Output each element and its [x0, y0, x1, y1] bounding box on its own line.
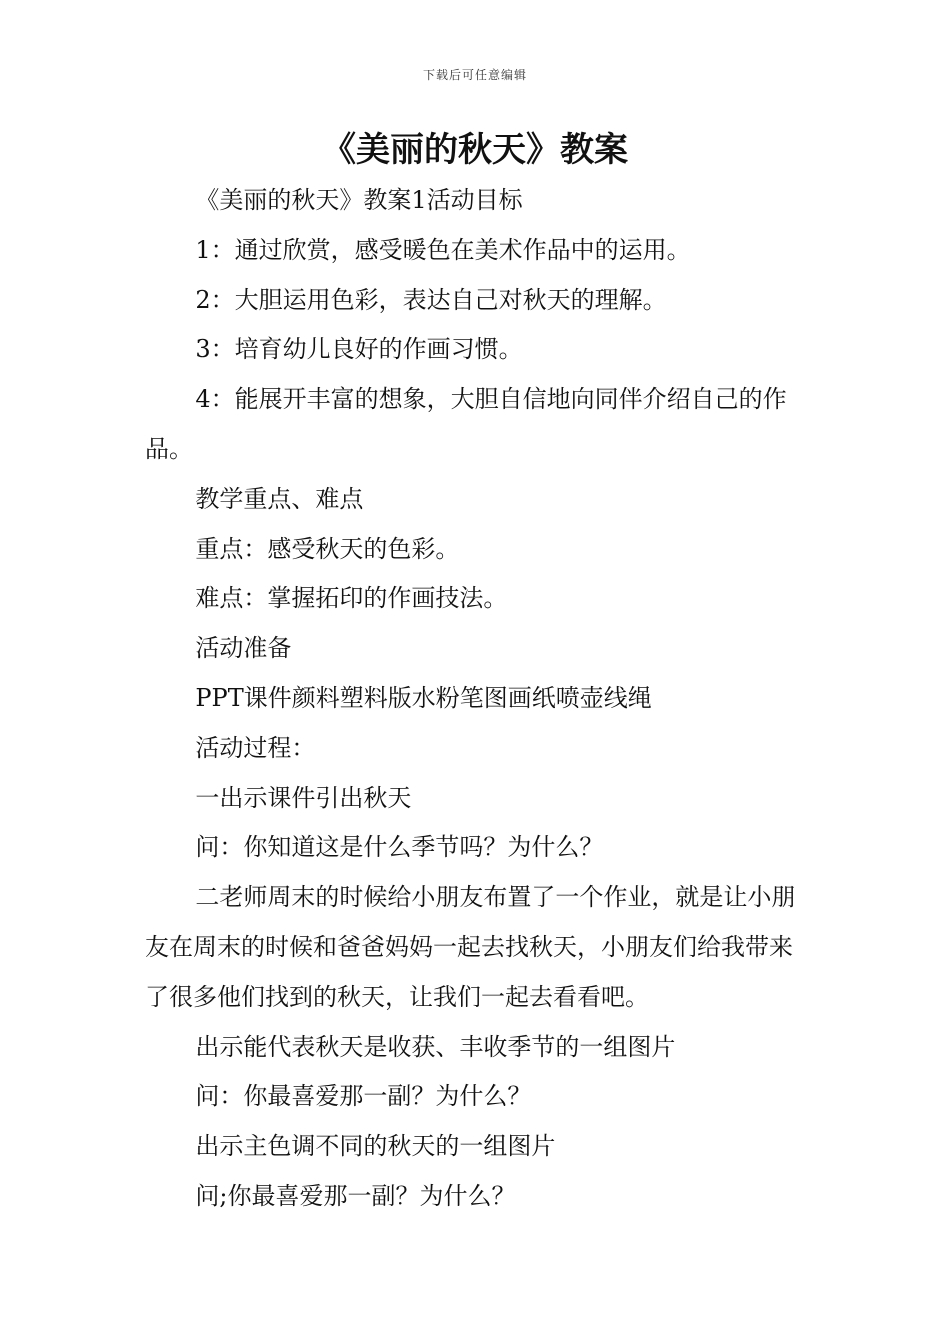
page-header-note: 下载后可任意编辑 — [422, 68, 527, 82]
paragraph-activity-goal: 《美丽的秋天》教案1活动目标 — [195, 186, 523, 214]
paragraph-difficulty: 难点：掌握拓印的作画技法。 — [195, 584, 508, 613]
paragraph-goal-3: 3：培育幼儿良好的作画习惯。 — [195, 335, 523, 364]
paragraph-question-1: 问：你知道这是什么季节吗？为什么？ — [195, 833, 604, 862]
paragraph-step-2: 二老师周末的时候给小朋友布置了一个作业，就是让小朋友在周末的时候和爸爸妈妈一起去找秋天，小朋友们给我带来了很多他们找到的秋天，让我们一起去看看吧。 — [145, 883, 796, 1011]
paragraph-goal-4: 4：能展开丰富的想象，大胆自信地向同伴介绍自己的作品。 — [145, 385, 787, 463]
paragraph-show-harvest: 出示能代表秋天是收获、丰收季节的一组图片 — [195, 1032, 676, 1061]
paragraph-preparation-heading: 活动准备 — [195, 634, 292, 663]
paragraph-step-1: 一出示课件引出秋天 — [195, 783, 412, 812]
paragraph-process-heading: 活动过程： — [195, 733, 316, 762]
paragraph-goal-2: 2：大胆运用色彩，表达自己对秋天的理解。 — [195, 285, 667, 314]
paragraph-materials: PPT课件颜料塑料版水粉笔图画纸喷壶线绳 — [195, 683, 652, 712]
paragraph-question-3: 问;你最喜爱那一副？为什么？ — [195, 1181, 516, 1210]
paragraph-key-point: 重点：感受秋天的色彩。 — [195, 534, 460, 563]
document-body — [145, 176, 810, 1222]
document-title: 《美丽的秋天》教案 — [322, 130, 628, 170]
paragraph-question-2: 问：你最喜爱那一副？为什么？ — [195, 1082, 532, 1111]
paragraph-key-points-heading: 教学重点、难点 — [195, 484, 364, 513]
paragraph-goal-1: 1：通过欣赏，感受暖色在美术作品中的运用。 — [195, 235, 691, 264]
paragraph-show-colors: 出示主色调不同的秋天的一组图片 — [195, 1132, 556, 1161]
